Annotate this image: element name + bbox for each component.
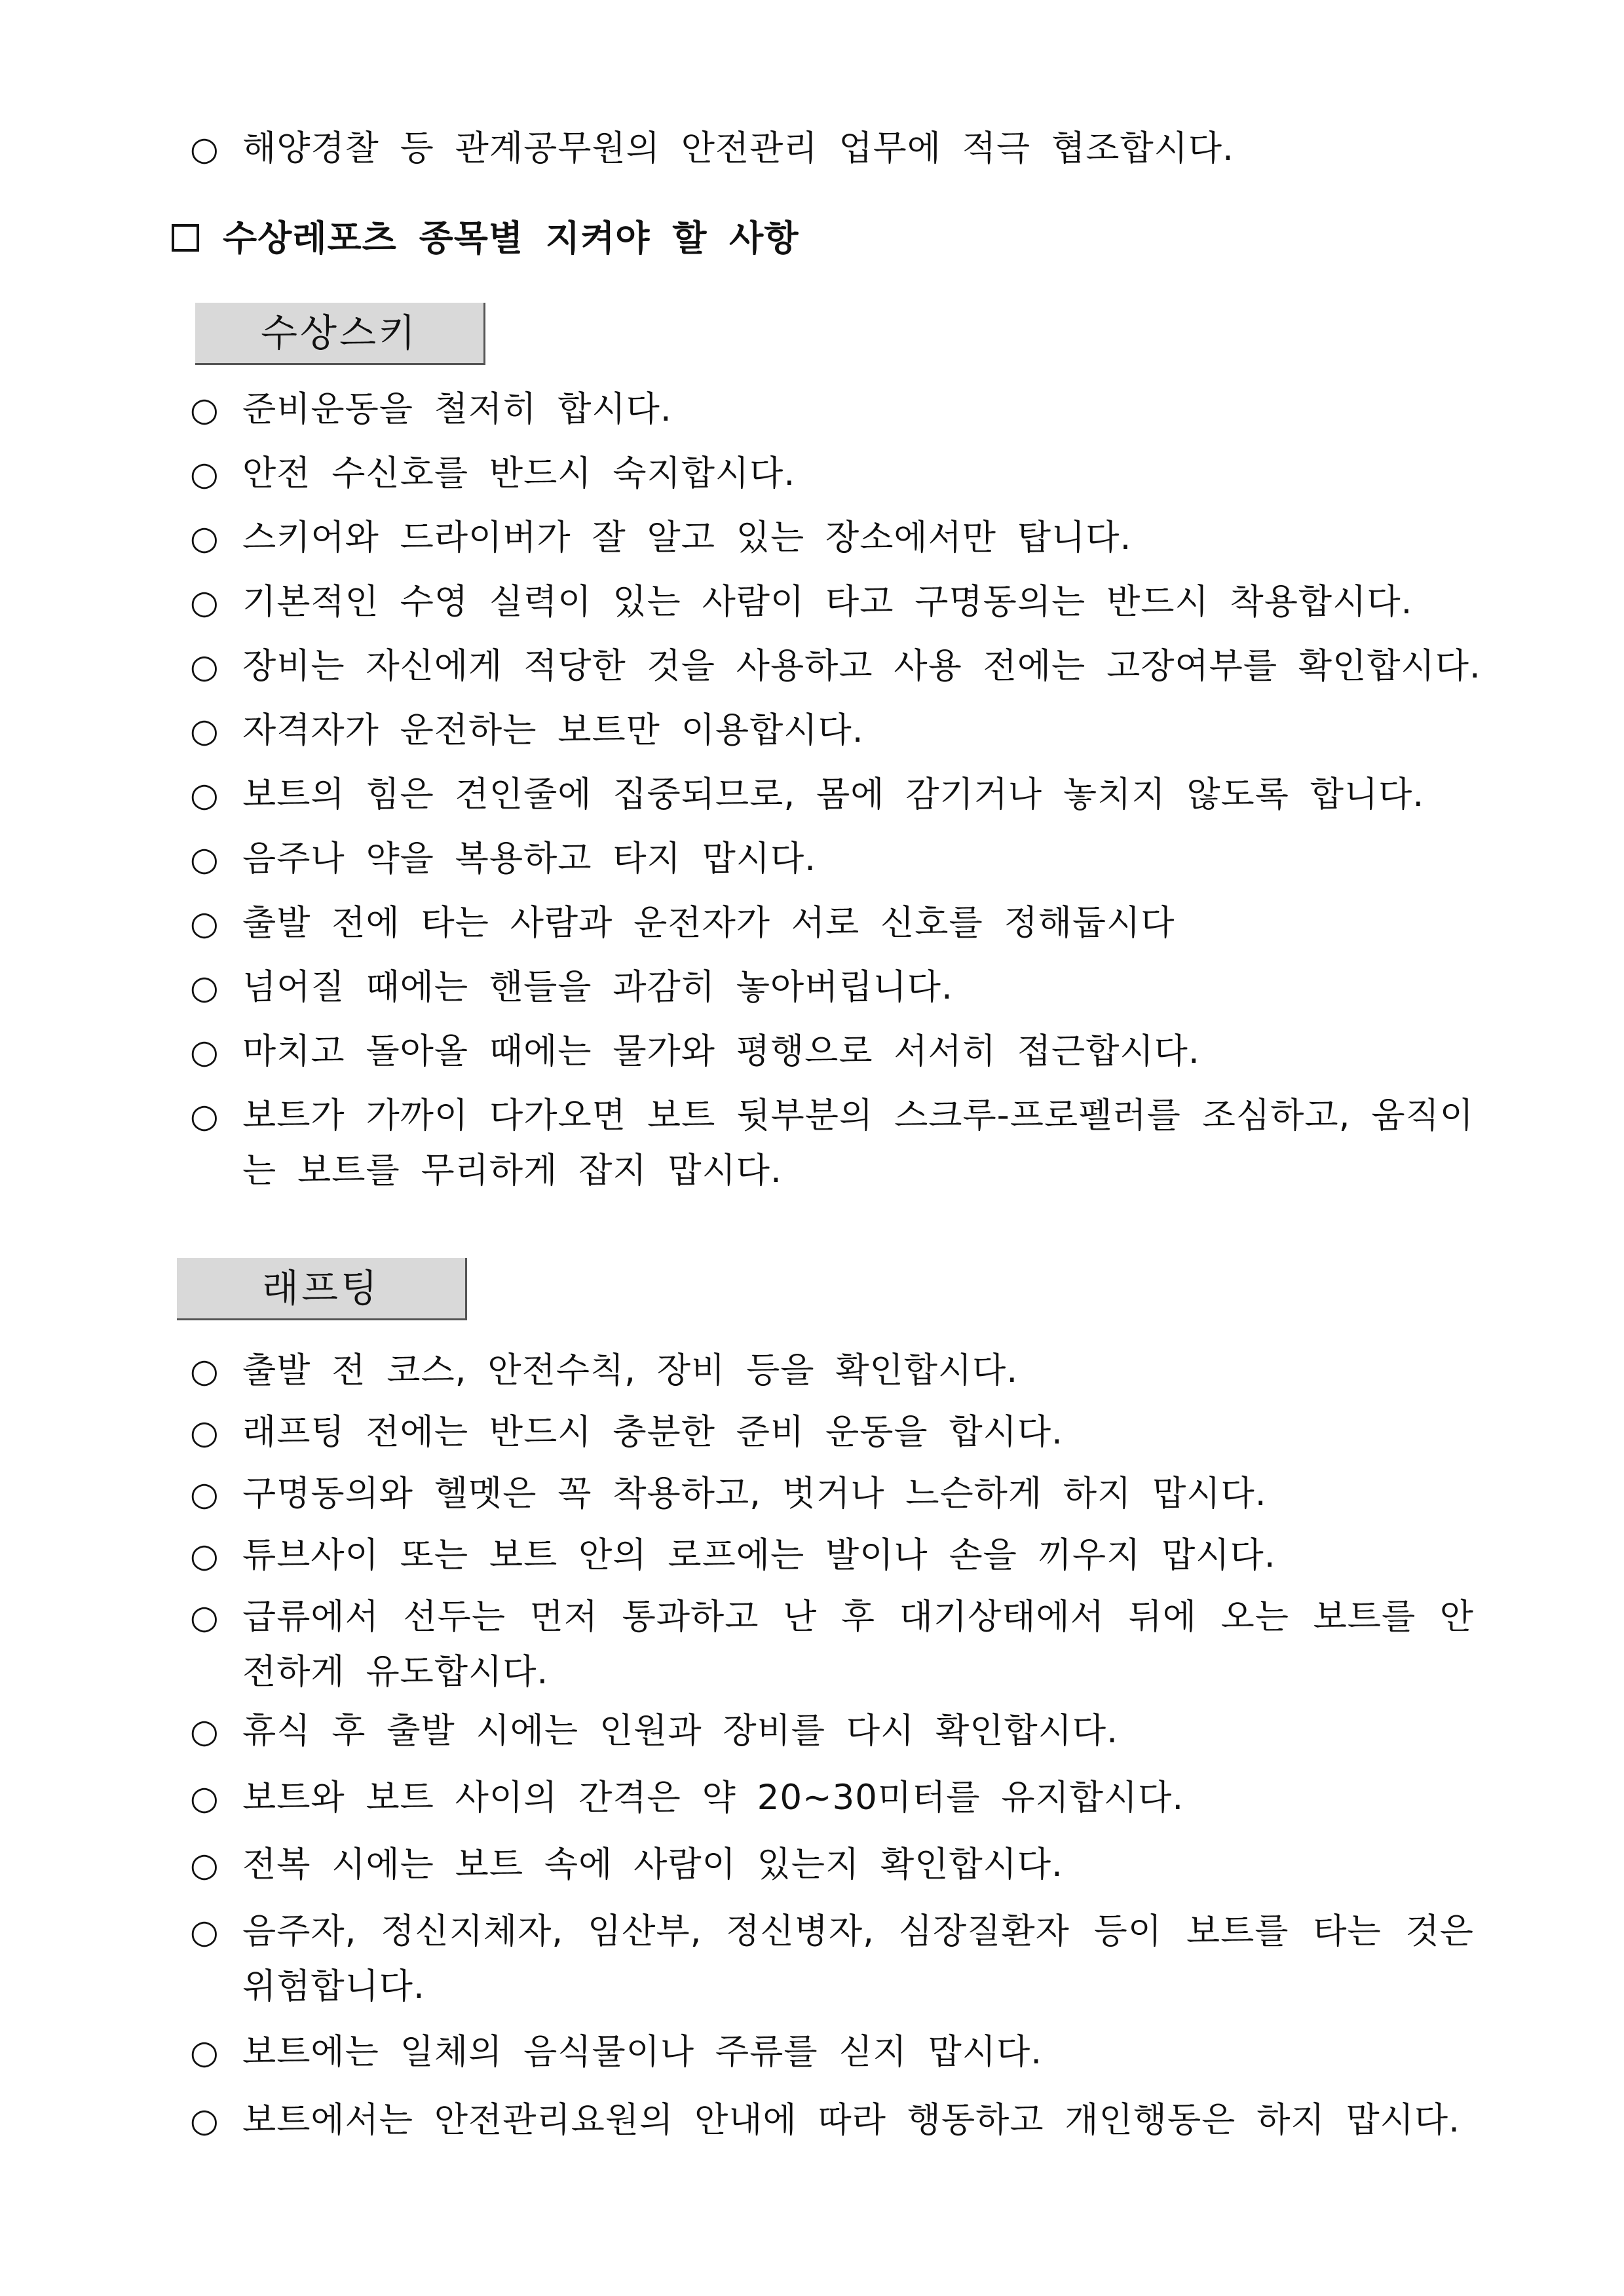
item-text: 마치고 돌아올 때에는 물가와 평행으로 서서히 접근합시다. [242, 1031, 1200, 1071]
circle-bullet-icon: ○ [190, 455, 219, 493]
circle-bullet-icon: ○ [190, 776, 219, 814]
section-heading [172, 211, 799, 266]
circle-bullet-icon: ○ [190, 1913, 219, 1951]
item-text: 보트의 힘은 견인줄에 집중되므로, 몸에 감기거나 놓치지 않도록 합니다. [242, 775, 1425, 814]
circle-bullet-icon: ○ [190, 130, 219, 168]
circle-bullet-icon: ○ [190, 1352, 219, 1390]
circle-bullet-icon: ○ [190, 1033, 219, 1071]
circle-bullet-icon: ○ [190, 1598, 219, 1636]
item-text: 음주나 약을 복용하고 타지 맙시다. [242, 839, 817, 879]
circle-bullet-icon: ○ [190, 840, 219, 878]
item-text: 급류에서 선두는 먼저 통과하고 난 후 대기상태에서 뒤에 오는 보트를 안전하게 유도합시다. [242, 1597, 1474, 1692]
item-text: 출발 전 코스, 안전수칙, 장비 등을 확인합시다. [242, 1350, 1019, 1390]
item-text: 스키어와 드라이버가 잘 알고 있는 장소에서만 탑니다. [242, 518, 1132, 558]
water-ski-label-box [195, 303, 485, 365]
circle-bullet-icon: ○ [190, 647, 219, 685]
item-text: 구명동의와 헬멧은 꼭 착용하고, 벗거나 느슨하게 하지 맙시다. [242, 1474, 1267, 1514]
item-text: 준비운동을 철저히 합시다. [242, 389, 672, 429]
circle-bullet-icon: ○ [190, 1475, 219, 1513]
item-text: 넘어질 때에는 핸들을 과감히 놓아버립니다. [242, 967, 953, 1007]
square-bullet-icon [172, 224, 199, 252]
item-text: 음주자, 정신지체자, 임산부, 정신병자, 심장질환자 등이 보트를 타는 것은 위험합니다. [242, 1911, 1474, 2006]
circle-bullet-icon: ○ [190, 904, 219, 942]
item-text: 보트에서는 안전관리요원의 안내에 따라 행동하고 개인행동은 하지 맙시다. [242, 2100, 1460, 2140]
item-text: 래프팅 전에는 반드시 충분한 준비 운동을 합시다. [242, 1412, 1063, 1452]
item-text: 출발 전에 타는 사람과 운전자가 서로 신호를 정해둡시다 [242, 903, 1175, 943]
circle-bullet-icon: ○ [190, 1712, 219, 1750]
item-text: 자격자가 운전하는 보트만 이용합시다. [242, 710, 864, 750]
circle-bullet-icon: ○ [190, 712, 219, 750]
item-text: 휴식 후 출발 시에는 인원과 장비를 다시 확인합시다. [242, 1711, 1118, 1751]
item-text: 해양경찰 등 관계공무원의 안전관리 업무에 적극 협조합시다. [242, 128, 1234, 168]
circle-bullet-icon: ○ [190, 1846, 219, 1884]
item-text: 보트와 보트 사이의 간격은 약 20~30미터를 유지합시다. [242, 1778, 1184, 1818]
item-text: 장비는 자신에게 적당한 것을 사용하고 사용 전에는 고장여부를 확인합시다. [242, 646, 1481, 686]
item-text: 보트에는 일체의 음식물이나 주류를 싣지 맙시다. [242, 2032, 1043, 2072]
circle-bullet-icon: ○ [190, 1537, 219, 1575]
circle-bullet-icon: ○ [190, 1413, 219, 1451]
circle-bullet-icon: ○ [190, 1097, 219, 1135]
item-text: 기본적인 수영 실력이 있는 사람이 타고 구명동의는 반드시 착용합시다. [242, 582, 1413, 622]
circle-bullet-icon: ○ [190, 1779, 219, 1817]
section-title: 수상레포츠 종목별 지켜야 할 사항 [223, 218, 799, 259]
item-text: 전복 시에는 보트 속에 사람이 있는지 확인합시다. [242, 1845, 1063, 1885]
item-text: 보트가 가까이 다가오면 보트 뒷부분의 스크루-프로펠러를 조심하고, 움직이는 보트를 무리하게 잡지 맙시다. [242, 1096, 1474, 1191]
rafting-label-box [177, 1258, 467, 1320]
item-text: 튜브사이 또는 보트 안의 로프에는 발이나 손을 끼우지 맙시다. [242, 1535, 1276, 1575]
circle-bullet-icon: ○ [190, 968, 219, 1006]
circle-bullet-icon: ○ [190, 583, 219, 621]
circle-bullet-icon: ○ [190, 391, 219, 429]
water-ski-label: 수상스키 [260, 311, 419, 355]
circle-bullet-icon: ○ [190, 519, 219, 557]
item-text: 안전 수신호를 반드시 숙지합시다. [242, 453, 796, 493]
circle-bullet-icon: ○ [190, 2033, 219, 2071]
circle-bullet-icon: ○ [190, 2101, 219, 2139]
rafting-label: 래프팅 [261, 1266, 381, 1311]
